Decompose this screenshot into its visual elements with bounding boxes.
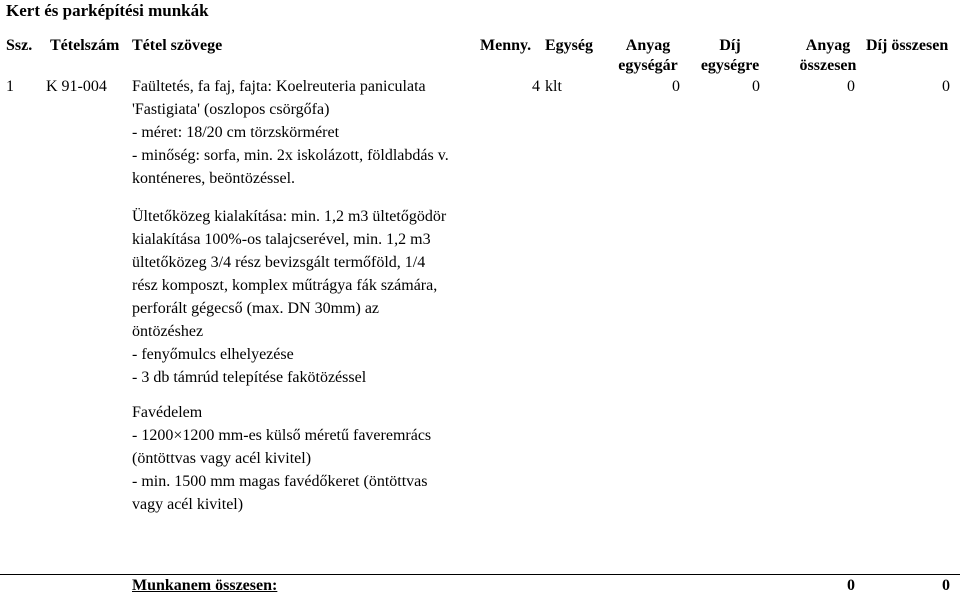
item-description-tree-protection <box>132 401 431 516</box>
desc-line: Favédelem <box>132 404 203 421</box>
row-egyseg: klt <box>545 78 562 95</box>
header-ssz: Ssz. <box>6 37 33 54</box>
header-menny: Menny. <box>480 37 532 54</box>
desc-line: vagy acél kivitel) <box>132 496 244 513</box>
desc-line: - fenyőmulcs elhelyezése <box>132 346 294 363</box>
desc-line: - min. 1500 mm magas favédőkeret (öntöttvas <box>132 473 428 490</box>
row-tetelszam: K 91-004 <box>46 78 107 95</box>
desc-line: öntözéshez <box>132 323 204 340</box>
footer-label: Munkanem összesen: <box>132 577 278 594</box>
row-anyag-egysegar: 0 <box>672 78 680 95</box>
desc-line: - 3 db támrúd telepítése fakötözéssel <box>132 369 367 386</box>
desc-line: Ültetőközeg kialakítása: min. 1,2 m3 ültetőgödör <box>132 208 447 225</box>
desc-line: - 1200×1200 mm-es külső méretű faveremrács <box>132 427 432 444</box>
item-description-planting-medium <box>132 205 446 389</box>
desc-line: konténeres, beöntözéssel. <box>132 170 296 187</box>
row-ssz: 1 <box>6 78 14 95</box>
footer-anyag-osszesen: 0 <box>847 577 855 594</box>
desc-line: Faültetés, fa faj, fajta: Koelreuteria paniculata <box>132 78 426 95</box>
footer-dij-osszesen: 0 <box>942 577 950 594</box>
desc-line: rész komposzt, komplex műtrágya fák számára, <box>132 277 438 294</box>
row-dij-osszesen: 0 <box>942 78 950 95</box>
header-anyag-osszesen-line2: összesen <box>799 57 857 74</box>
item-description-main <box>132 75 449 190</box>
header-egyseg: Egység <box>545 37 593 54</box>
row-anyag-osszesen: 0 <box>847 78 855 95</box>
header-tetelszam: Tételszám <box>50 37 120 54</box>
desc-line: (öntöttvas vagy acél kivitel) <box>132 450 312 467</box>
page-title: Kert és parképítési munkák <box>6 1 209 20</box>
header-dij-osszesen: Díj összesen <box>866 37 949 54</box>
desc-line: - minőség: sorfa, min. 2x iskolázott, földlabdás v. <box>132 147 449 164</box>
header-tetel-szovege: Tétel szövege <box>132 37 223 54</box>
desc-line: 'Fastigiata' (oszlopos csörgőfa) <box>132 101 330 118</box>
desc-line: kialakítása 100%-os talajcserével, min. 1,2 m3 <box>132 231 431 248</box>
row-dij-egysegre: 0 <box>752 78 760 95</box>
header-dij-egysegre-line2: egységre <box>700 57 760 74</box>
row-menny: 4 <box>532 78 540 95</box>
header-anyag-osszesen-line1: Anyag <box>805 37 851 54</box>
header-dij-egysegre-line1: Díj <box>719 37 741 54</box>
header-anyag-egysegar-line1: Anyag <box>625 37 671 54</box>
desc-line: ültetőközeg 3/4 rész bevizsgált termőföld, 1/4 <box>132 254 426 271</box>
desc-line: - méret: 18/20 cm törzskörméret <box>132 124 340 141</box>
header-anyag-egysegar-line2: egységár <box>618 57 678 74</box>
desc-line: perforált gégecső (max. DN 30mm) az <box>132 300 380 317</box>
